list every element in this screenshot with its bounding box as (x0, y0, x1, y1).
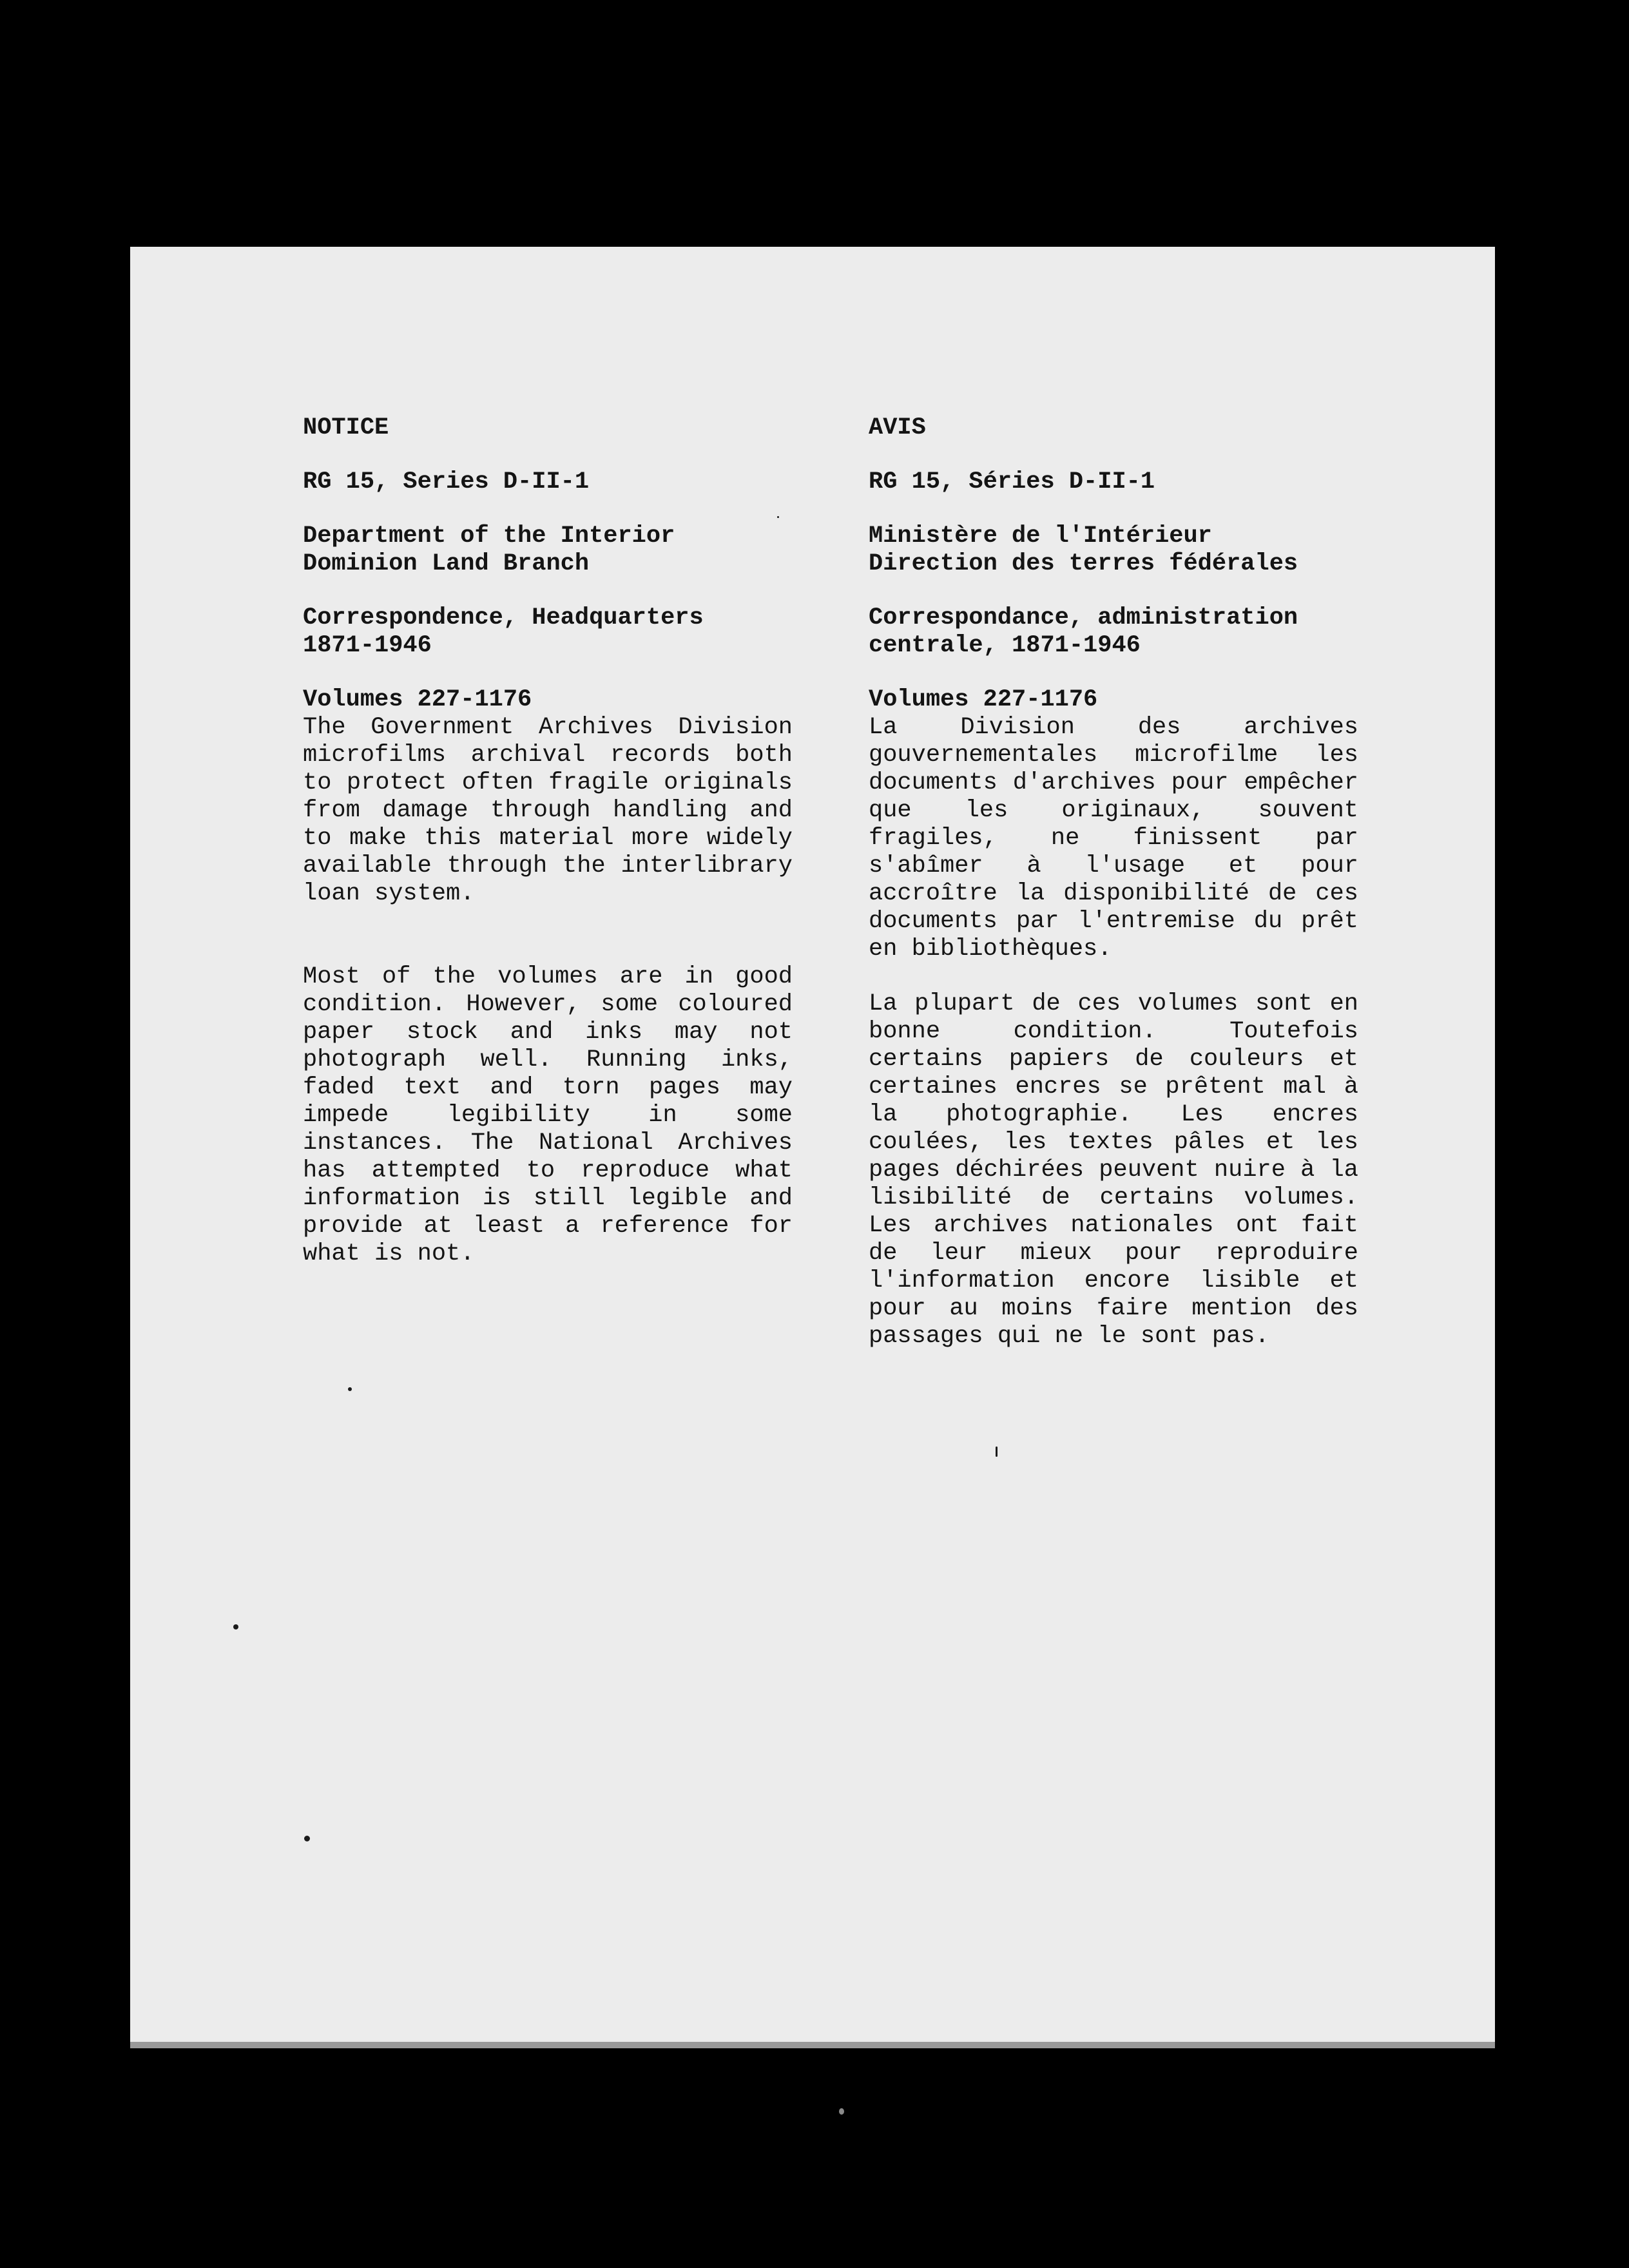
scan-speck (348, 1387, 352, 1391)
paragraph-purpose: The Government Archives Division microfilms archival records both to protect often fragile originals from damage through handling and to make this material more widely available through the interlibrary loan system. (303, 714, 793, 907)
english-column (303, 414, 793, 1268)
title-heading-fr: Correspondance, administration centrale, 1871-1946 (869, 604, 1298, 659)
department-heading: Department of the Interior Dominion Land Branch (303, 523, 675, 577)
document-page (130, 247, 1495, 2042)
scan-speck (777, 516, 779, 518)
french-column (869, 414, 1358, 1350)
department-heading-fr: Ministère de l'Intérieur Direction des terres fédérales (869, 523, 1298, 577)
paragraph-purpose-fr: La Division des archives gouvernementales microfilme les documents d'archives pour empêcher que les originaux, souvent fragiles, ne finissent par s'abîmer à l'usage et pour accroître la disponibilité de ces documents par l'entremise du prêt en bibliothèques. (869, 714, 1358, 963)
volumes-heading: Volumes 227-1176 (303, 686, 532, 713)
scan-speck (233, 1624, 238, 1629)
paragraph-condition-fr: La plupart de ces volumes sont en bonne condition. Toutefois certains papiers de couleurs et certaines encres se prêtent mal à la photographie. Les encres coulées, les textes pâles et les pages déchirées peuvent nuire à la lisibilité de certains volumes. Les archives nationales ont fait de leur mieux pour reproduire l'information encore lisible et pour au moins faire mention des passages qui ne le sont pas. (869, 990, 1358, 1350)
scan-speck (996, 1446, 998, 1457)
avis-heading: AVIS (869, 414, 926, 441)
record-group-heading-fr: RG 15, Séries D-II-1 (869, 468, 1155, 495)
page-edge (130, 2042, 1495, 2048)
title-heading: Correspondence, Headquarters 1871-1946 (303, 604, 704, 659)
paragraph-condition: Most of the volumes are in good condition. However, some coloured paper stock and inks may not photograph well. Running inks, faded text and torn pages may impede legibility in some instances. The National Archives has attempted to reproduce what information is still legible and provide at least a reference for what is not. (303, 963, 793, 1267)
scan-speck (304, 1836, 310, 1841)
record-group-heading: RG 15, Series D-II-1 (303, 468, 590, 495)
notice-heading: NOTICE (303, 414, 389, 441)
film-speck (839, 2108, 844, 2115)
volumes-heading-fr: Volumes 227-1176 (869, 686, 1098, 713)
